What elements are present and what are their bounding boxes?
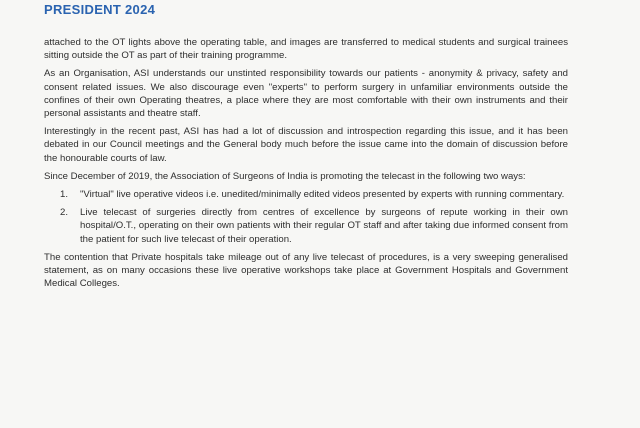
list-item-number: 2. — [60, 207, 69, 219]
telecast-methods-list — [44, 188, 568, 246]
paragraph-asi-responsibility: As an Organisation, ASI understands our unstinted responsibility towards our patients - anonymity & privacy, safety and consent related issues. We also discourage even "experts" to perform surgery in unfamiliar environments outside the confines of their own Operating theatres, a place where they are most comfortable with their own instruments and their personal assistants and theatre staff. — [44, 68, 568, 120]
list-item — [44, 188, 568, 201]
list-item-text: Live telecast of surgeries directly from centres of excellence by surgeons of repute working in their own hospital/O.T., operating on their own patients with their regular OT staff and after taking due informed consent from the patient for such live telecast of their operation. — [80, 207, 568, 245]
paragraph-recent-discussion: Interestingly in the recent past, ASI has had a lot of discussion and introspection regarding this issue, and it has been debated in our Council meetings and the General body much before the issue came into the domain of discussion before the honourable courts of law. — [44, 126, 568, 164]
paragraph-private-hospitals: The contention that Private hospitals take mileage out of any live telecast of procedures, is a very sweeping generalised statement, as on many occasions these live operative workshops take place at Government Hospitals and Government Medical Colleges. — [44, 251, 568, 290]
list-item-text: "Virtual" live operative videos i.e. unedited/minimally edited videos presented by experts with running commentary. — [80, 189, 565, 201]
document-body — [44, 36, 568, 295]
list-item-number: 1. — [60, 189, 69, 201]
paragraph-since-2019: Since December of 2019, the Association of Surgeons of India is promoting the telecast in the following two ways: — [44, 170, 526, 182]
paragraph-ot-lights: attached to the OT lights above the operating table, and images are transferred to medical students and surgical trainees sitting outside the OT as part of their training programme. — [44, 37, 568, 62]
list-item — [44, 206, 568, 246]
section-heading: PRESIDENT 2024 — [44, 2, 156, 17]
